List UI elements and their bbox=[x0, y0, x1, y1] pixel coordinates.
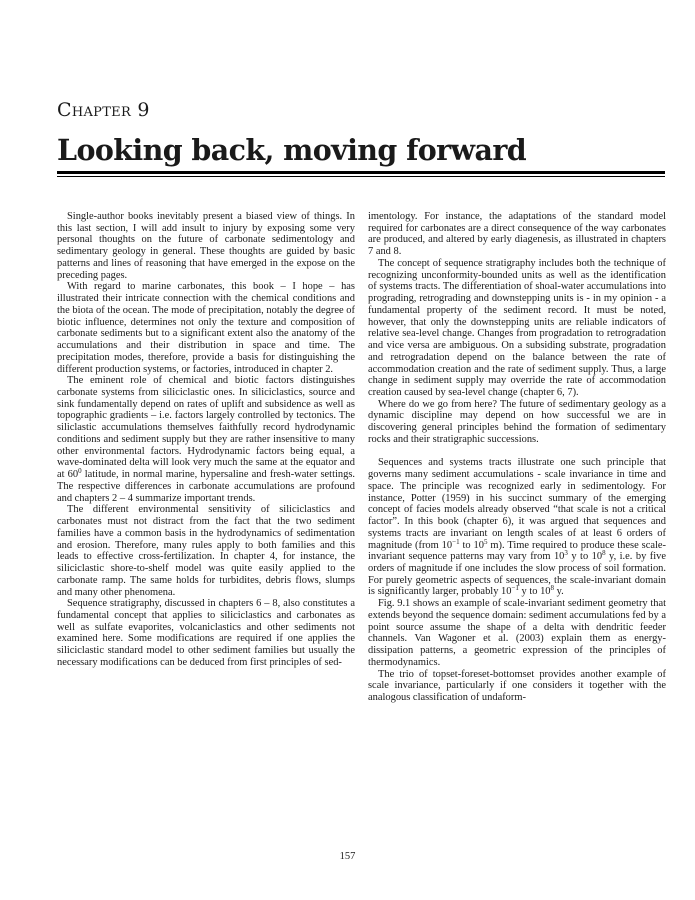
paragraph: The concept of sequence stratigraphy includes both the technique of recognizing unconformity-bounded units as well as the identification of systems tracts. The differentiation of shoal-water accumulations into prograding, retrograding and downstepping units is - in my opinion - a fundamental property of the sediment record. It must be noted, however, that only the downstepping units are reliable indicators of relative sea-level change. Changes from progradation to retrogradation and vice versa are ambiguous. On a subsiding substrate, progradation and retrogradation depend on the balance between the rate of accommodation creation and the rate of sediment supply. Thus, a large change in sediment supply may override the rate of accommodation creation caused by sea-level change (chapter 6, 7). bbox=[368, 257, 666, 399]
superscript: −1 bbox=[511, 584, 519, 593]
right-column bbox=[368, 211, 666, 704]
superscript: 5 bbox=[484, 537, 488, 546]
superscript: −1 bbox=[452, 537, 460, 546]
paragraph: Single-author books inevitably present a biased view of things. In this last section, I will add insult to injury by exposing some very personal thoughts on the future of carbonate sedimentology and sedimentary geology in general. These thoughts are guided by basic patterns and lines of reasoning that have emerged in the expose on the preceding pages. bbox=[57, 211, 355, 281]
page-number: 157 bbox=[339, 851, 356, 862]
title-rule-thin bbox=[57, 176, 665, 177]
paragraph: The trio of topset-foreset-bottomset provides another example of scale invariance, particularly if one considers it together with the analogous classification of undaform- bbox=[368, 668, 666, 704]
paragraph: imentology. For instance, the adaptations of the standard model required for carbonates are a direct consequence of the way carbonates are produced, and altered by early diagenesis, as illustrated in chapters 7 and 8. bbox=[368, 211, 666, 258]
paragraph: Sequence stratigraphy, discussed in chapters 6 – 8, also constitutes a fundamental concept that applies to siliciclastics and carbonates as well as sulfate evaporites, volcaniclastics and other sediments not examined here. Some modifications are required if one applies the siliciclastic standard model to other sediment families but usually the necessary modifications can be deduced from first principles of sed- bbox=[57, 598, 355, 668]
paragraph: With regard to marine carbonates, this book – I hope – has illustrated their intricate connection with the chemical conditions and the biota of the ocean. The mode of precipitation, notably the degree of biotic influence, determines not only the texture and composition of carbonate sediments but to a significant extent also the anatomy of the accumulations and their distribution in space and time. The precipitation modes, therefore, provide a basis for distinguishing the different production systems, or factories, introduced in chapter 2. bbox=[57, 281, 355, 375]
chapter-title: Looking back, moving forward bbox=[57, 133, 527, 167]
superscript: 3 bbox=[564, 549, 568, 558]
chapter-label: Chapter 9 bbox=[57, 99, 150, 121]
superscript: 0 bbox=[78, 467, 82, 476]
paragraph: Fig. 9.1 shows an example of scale-invariant sediment geometry that extends beyond the sequence domain: sediment accumulations fed by a point source assume the shape of a delta with dendritic feeder channels. Van Wagoner et al. (2003) explain them as energy-dissipation patterns, a geometric expression of the principles of thermodynamics. bbox=[368, 598, 666, 668]
paragraph: The different environmental sensitivity of siliciclastics and carbonates must not distract from the fact that the two sediment families have a common basis in the hydrodynamics of sedimentation and erosion. Therefore, many rules apply to both families and this leads to effective cross-fertilization. In chapter 4, for instance, the siliciclastic shore-to-shelf model was quite easily applied to the carbonate ramp. The same holds for turbidites, debris flows, slumps and many other phenomena. bbox=[57, 504, 355, 598]
paragraph: Where do we go from here? The future of sedimentary geology as a dynamic discipline may depend on how successful we are in discovering general principles behind the formation of sedimentary rocks and their stratigraphic successions. bbox=[368, 398, 666, 445]
paragraph: Sequences and systems tracts illustrate one such principle that governs many sediment accumulations - scale invariance in time and space. The principle was recognized early in sedimentology. For instance, Potter (1959) in his succinct summary of the emerging concept of facies models already observed “that scale is not a critical factor”. In this book (chapter 6), it was argued that sequences and systems tracts are invariant on length scales of at least 6 orders of magnitude (from $10^{-1}$ to $10^5$ m). Time required to produce these scale-invariant sequence patterns may vary from $10^3$ y to $10^8$ y, i.e. by five orders of magnitude if one includes the slow process of soil formation. For purely geometric aspects of sequences, the scale-invariant domain is significantly larger, probably $10^{-1}$ y to $10^8$ y. bbox=[368, 457, 666, 598]
paragraph: The eminent role of chemical and biotic factors distinguishes carbonate systems from siliciclastic ones. In siliciclastics, source and sink fundamentally depend on rates of uplift and subsidence as well as topographic gradients – i.e. factors largely controlled by tectonics. The siliclastic accumulations themselves faithfully record hydrodynamic conditions and sediment supply but they are rather insensitive to many other environmental factors. Hydrodynamic factors being equal, a wave-dominated delta will look very much the same at the equator and at $60^0$ latitude, in normal marine, hypersaline and fresh-water settings. The respective differences in carbonate accumulations are profound and chapters 2 – 4 summarize important trends. bbox=[57, 375, 355, 504]
superscript: 8 bbox=[550, 584, 555, 593]
superscript: 8 bbox=[602, 549, 606, 558]
title-rule-thick bbox=[57, 171, 665, 174]
left-column bbox=[57, 211, 355, 669]
